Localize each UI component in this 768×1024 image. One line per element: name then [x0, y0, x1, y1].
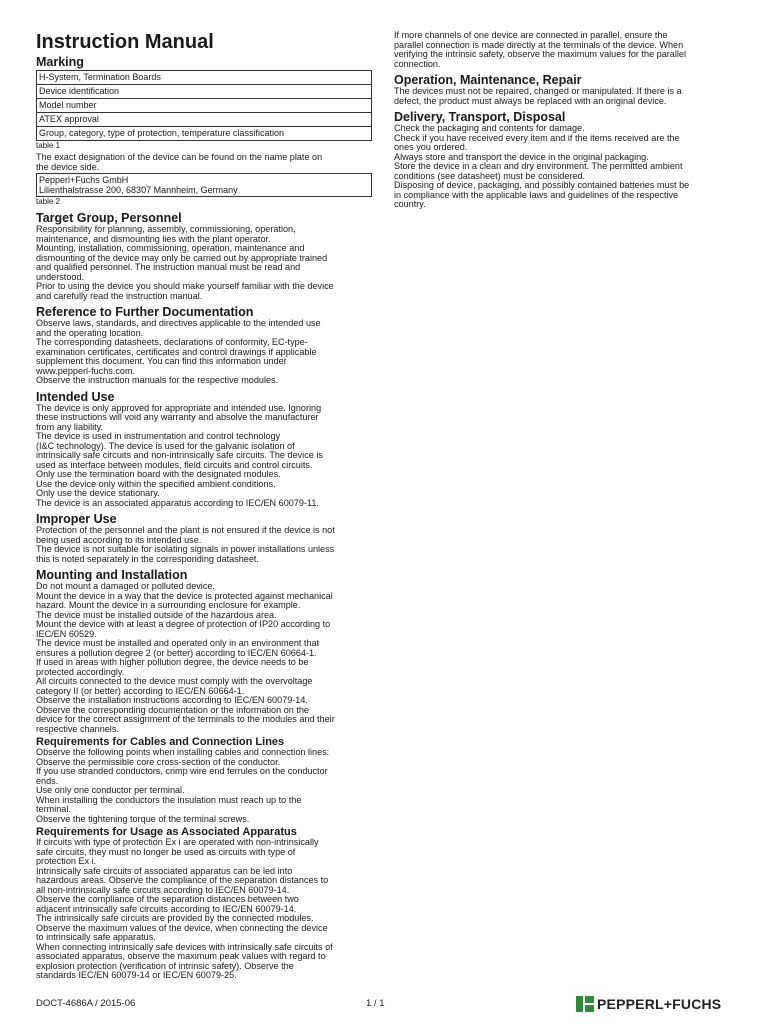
section-body — [36, 404, 372, 509]
text-line: verifying the intrinsic safety, observe the maximum values for the parallel — [394, 49, 686, 59]
text-line: and carefully read the instruction manual. — [36, 290, 203, 301]
designation-paragraph — [36, 153, 372, 172]
section — [36, 568, 372, 734]
section — [394, 110, 732, 210]
text-line: Observe laws, standards, and directives applicable to the intended use — [36, 318, 321, 328]
text-line: Only use the termination board with the designated modules. — [36, 469, 281, 479]
text-line: The device must be installed and operated only in an environment that — [36, 638, 320, 648]
text-line: The device is an associated apparatus according to IEC/EN 60079-11. — [36, 497, 319, 508]
text-line: Observe the maximum values of the device, when connecting the device — [36, 922, 328, 933]
text-line: The device is not suitable for isolating signals in power installations unless — [36, 544, 335, 554]
text-line: used as interface between modules, field circuits and control circuits. — [36, 459, 313, 470]
text-line: Intrinsically safe circuits of associated apparatus can be led into — [36, 865, 293, 876]
marking-table-2 — [36, 173, 372, 197]
text-line: in compliance with the applicable laws and guidelines of the respective — [394, 189, 679, 200]
text-line: maintenance, and dismounting lies with the plant operator. — [36, 233, 271, 244]
text-line: Mount the device with at least a degree of protection of IP20 according to — [36, 619, 331, 629]
text-line: intrinsically safe circuits and non-intrinsically safe circuits. The device is — [36, 450, 323, 460]
text-line: Use the device only within the specified ambient conditions. — [36, 478, 276, 489]
text-line: If you use stranded conductors, crimp wire end ferrules on the conductor — [36, 766, 328, 776]
text-line: Mount the device in a way that the device is protected against mechanical — [36, 590, 333, 601]
table-2-caption: table 2 — [36, 197, 61, 206]
section — [36, 211, 372, 301]
table-cell: ATEX approval — [37, 113, 372, 127]
text-line: Do not mount a damaged or polluted device. — [36, 581, 215, 591]
table-cell: Device identification — [37, 85, 372, 99]
text-line: The exact designation of the device can be found on the name plate on — [36, 152, 323, 162]
text-line: Disposing of device, packaging, and possibly contained batteries must be — [394, 180, 690, 190]
text-line: understood. — [36, 271, 85, 282]
text-line: If circuits with type of protection Ex i are operated with non-intrinsically — [36, 837, 319, 847]
table-cell: Group, category, type of protection, temperature classification — [37, 127, 372, 141]
text-line: Observe the corresponding documentation or the information on the — [36, 704, 309, 715]
text-line: When connecting intrinsically safe devices with intrinsically safe circuits of — [36, 941, 333, 952]
section-body — [36, 526, 372, 564]
manufacturer-name: Pepperl+Fuchs GmbH — [39, 175, 129, 185]
table-cell — [37, 174, 372, 197]
section-heading: Intended Use — [36, 389, 115, 404]
section-body — [36, 319, 372, 386]
section-heading: Delivery, Transport, Disposal — [394, 110, 566, 124]
section — [36, 512, 372, 564]
text-line: All circuits connected to the device must comply with the overvoltage — [36, 676, 313, 686]
logo-mark-icon — [576, 996, 594, 1012]
text-line: and qualified personnel. The instruction manual must be read and — [36, 262, 301, 272]
text-line: hazardous areas. Observe the compliance of the separation distances to — [36, 875, 329, 885]
text-line: device for the correct assignment of the terminals to the modules and their — [36, 714, 335, 724]
page-number: 1 / 1 — [366, 998, 385, 1009]
table-1-caption: table 1 — [36, 141, 61, 150]
section-heading: Operation, Maintenance, Repair — [394, 73, 582, 87]
text-line: these instructions will void any warranty and absolve the manufacturer — [36, 412, 319, 422]
text-line: this is noted separately in the corresponding datasheet. — [36, 553, 259, 564]
text-line: IEC/EN 60529. — [36, 628, 97, 639]
text-line: adjacent intrinsically safe circuits according to IEC/EN 60079-14. — [36, 903, 297, 914]
text-line: The corresponding datasheets, declarations of conformity, EC-type- — [36, 337, 308, 347]
text-line: associated apparatus, observe the maximum peak values with regard to — [36, 951, 326, 961]
text-line: The device is only approved for appropriate and intended use. Ignoring — [36, 402, 322, 413]
text-line: dismounting of the device may only be carried out by appropriate trained — [36, 252, 328, 263]
section-body — [394, 87, 732, 106]
text-line: If used in areas with higher pollution degree, the device needs to be — [36, 657, 309, 667]
document-id: DOCT-4686A / 2015-06 — [36, 998, 136, 1009]
section-body — [36, 225, 372, 301]
text-line: and the operating location. — [36, 327, 144, 338]
pepperl-fuchs-logo — [576, 996, 721, 1012]
manufacturer-address: Lilienthalstrasse 200, 68307 Mannheim, Germany — [39, 185, 238, 195]
text-line: standards IEC/EN 60079-14 or IEC/EN 60079-25. — [36, 970, 237, 980]
text-line: to intrinsically safe apparatus. — [36, 932, 156, 942]
text-line: defect, the product must always be replaced with an original device. — [394, 95, 667, 106]
text-line: from any liability. — [36, 421, 104, 432]
text-line: Prior to using the device you should make yourself familiar with the device — [36, 281, 334, 291]
text-line: Only use the device stationary. — [36, 488, 160, 498]
table-cell: Model number — [37, 99, 372, 113]
section-body — [36, 748, 372, 824]
text-line: When installing the conductors the insulation must reach up to the — [36, 794, 302, 805]
left-column — [36, 30, 372, 981]
section-heading: Requirements for Usage as Associated Apparatus — [36, 826, 297, 838]
text-line: Always store and transport the device in the original packaging. — [394, 151, 649, 162]
section — [394, 73, 732, 106]
section — [36, 826, 372, 981]
text-line: Mounting, installation, commissioning, operation, maintenance and — [36, 243, 305, 253]
text-line: protected accordingly. — [36, 666, 125, 677]
section-heading: Reference to Further Documentation — [36, 305, 254, 319]
text-line: Observe the following points when installing cables and connection lines: — [36, 747, 330, 757]
section-heading: Improper Use — [36, 512, 117, 526]
text-line: safe circuits, they must no longer be used as circuits with type of — [36, 846, 296, 857]
section-heading: Requirements for Cables and Connection Lines — [36, 736, 285, 748]
text-line: ensures a pollution degree 2 (or better) according to IEC/EN 60664-1. — [36, 647, 317, 658]
logo-text: PEPPERL+FUCHS — [597, 996, 722, 1012]
text-line: The devices must not be repaired, changed or manipulated. If there is a — [394, 86, 682, 96]
text-line: Protection of the personnel and the plant is not ensured if the device is not — [36, 525, 335, 535]
text-line: being used according to its intended use. — [36, 534, 202, 545]
text-line: explosion protection (verification of intrinsic safety). Observe the — [36, 960, 294, 971]
section-body — [394, 124, 732, 210]
section-body — [36, 838, 372, 981]
text-line: connection. — [394, 58, 441, 69]
marking-heading: Marking — [36, 55, 84, 69]
text-line: Use only one conductor per terminal. — [36, 785, 185, 795]
text-line: terminal. — [36, 804, 71, 814]
section — [36, 390, 372, 509]
text-line: ends. — [36, 775, 59, 786]
text-line: The device must be installed outside of the hazardous area. — [36, 609, 277, 620]
text-line: Store the device in a clean and dry environment. The permitted ambient — [394, 161, 683, 171]
section — [36, 305, 372, 386]
text-line: conditions (see datasheet) must be considered. — [394, 170, 586, 181]
text-line: Check if you have received every item and if the items received are the — [394, 132, 680, 143]
text-line: supplement this document. You can find this information under — [36, 356, 287, 366]
left-sections — [36, 211, 372, 981]
text-line: The intrinsically safe circuits are provided by the connected modules. — [36, 913, 314, 923]
text-line: www.pepperl-fuchs.com. — [36, 365, 136, 376]
text-line: examination certificates, certificates and control drawings if applicable — [36, 346, 317, 357]
text-line: country. — [394, 199, 426, 209]
text-line: Responsibility for planning, assembly, commissioning, operation, — [36, 224, 296, 234]
right-column — [394, 31, 732, 210]
text-line: Observe the tightening torque of the terminal screws. — [36, 813, 250, 824]
section-heading: Target Group, Personnel — [36, 211, 182, 225]
text-line: ones you ordered. — [394, 142, 468, 152]
right-sections — [394, 73, 732, 210]
text-line: If more channels of one device are connected in parallel, ensure the — [394, 30, 668, 40]
section-body — [36, 582, 372, 734]
section — [36, 736, 372, 824]
text-line: Observe the permissible core cross-section of the conductor. — [36, 756, 281, 767]
marking-table-1 — [36, 70, 372, 141]
text-line: Observe the compliance of the separation distances between two — [36, 894, 299, 904]
text-line: all non-intrinsically safe circuits according to IEC/EN 60079-14. — [36, 884, 290, 895]
text-line: parallel connection is made directly at the terminals of the device. When — [394, 39, 684, 50]
text-line: the device side. — [36, 161, 100, 172]
text-line: Observe the installation instructions according to IEC/EN 60079-14. — [36, 695, 308, 705]
text-line: hazard. Mount the device in a surrounding enclosure for example. — [36, 600, 301, 610]
parallel-channels-paragraph — [394, 31, 732, 69]
text-line: The device is used in instrumentation and control technology — [36, 431, 281, 441]
text-line: Observe the instruction manuals for the respective modules. — [36, 375, 279, 385]
section-heading: Mounting and Installation — [36, 568, 188, 582]
document-title: Instruction Manual — [36, 31, 214, 53]
text-line: Check the packaging and contents for damage. — [394, 123, 585, 133]
table-cell: H-System, Termination Boards — [37, 71, 372, 85]
text-line: respective channels. — [36, 723, 119, 734]
text-line: (I&C technology). The device is used for the galvanic isolation of — [36, 440, 295, 451]
text-line: category II (or better) according to IEC/EN 60664-1. — [36, 685, 245, 696]
text-line: protection Ex i. — [36, 856, 97, 866]
